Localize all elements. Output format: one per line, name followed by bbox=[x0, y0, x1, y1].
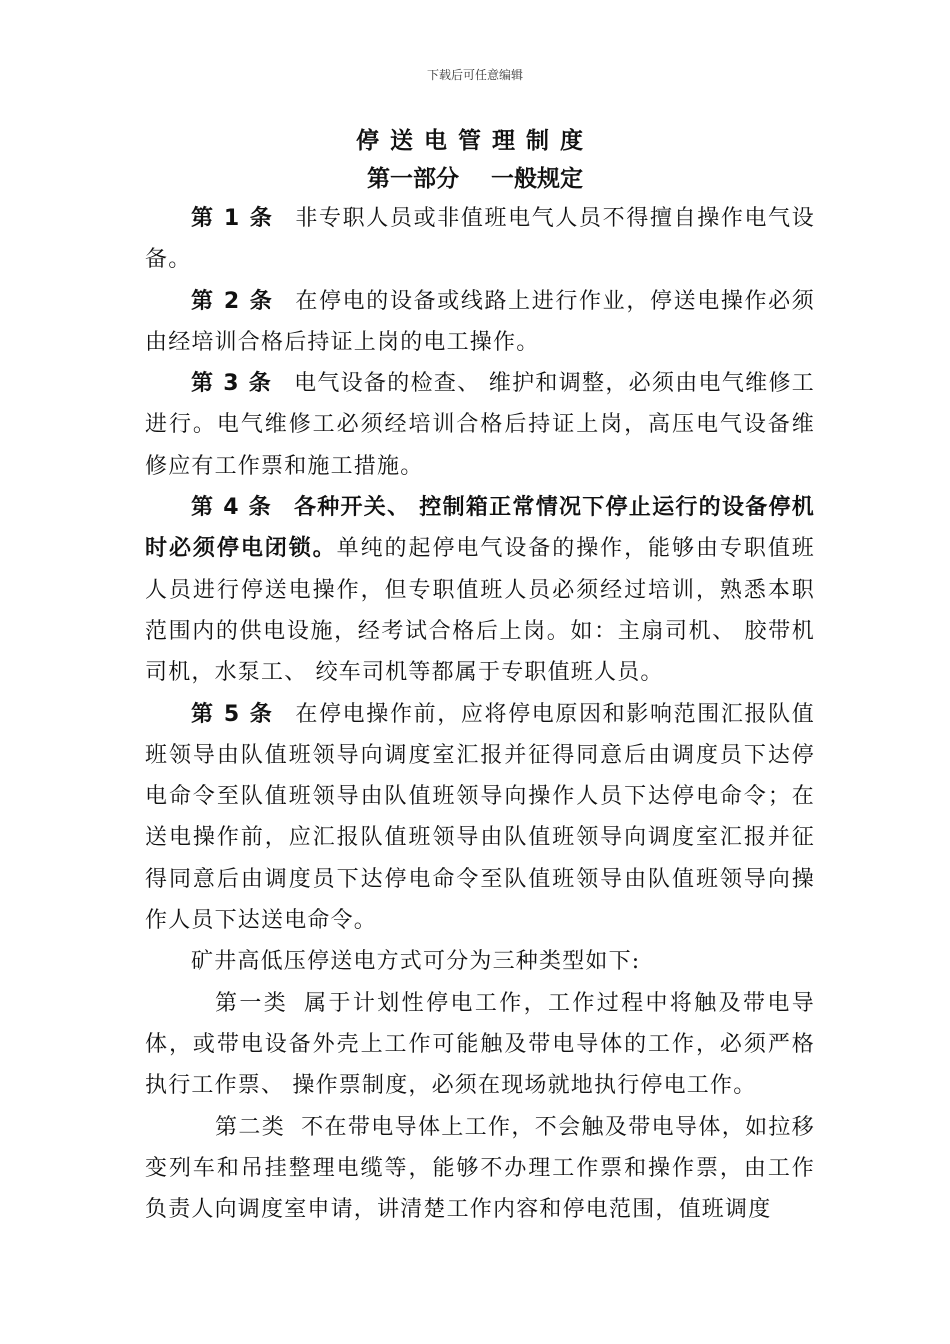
intro-paragraph: 矿井高低压停送电方式可分为三种类型如下: bbox=[191, 949, 641, 975]
article-label: 第 2 条 bbox=[191, 288, 274, 314]
category-label: 第二类 bbox=[215, 1114, 286, 1140]
category-label: 第一类 bbox=[215, 990, 289, 1016]
page-header: 下载后可任意编辑 bbox=[426, 68, 523, 82]
category-2 bbox=[145, 1107, 815, 1231]
article-text: 非专职人员或非值班电气人员不得擅自操作电气设备。 bbox=[145, 206, 815, 273]
article-text: 在停电操作前，应将停电原因和影响范围汇报队值班领导由队值班领导向调度室汇报并征得同意后由调度员下达停电命令至队值班领导由队值班领导向操作人员下达停电命令；在送电操作前，应汇报队值班领导由队值班领导向调度室汇报并征得同意后由调度员下达停电命令至队值班领导由队值班领导向操作人员下达送电命令。 bbox=[145, 701, 815, 934]
category-text: 不在带电导体上工作，不会触及带电导体，如拉移变列车和吊挂整理电缆等，能够不办理工作票和操作票，由工作负责人向调度室申请，讲清楚工作内容和停电范围，值班调度 bbox=[145, 1114, 815, 1223]
document-body bbox=[145, 198, 815, 1230]
category-1 bbox=[145, 983, 815, 1107]
article-text: 电气设备的检查、 维护和调整，必须由电气维修工进行。电气维修工必须经培训合格后持证上岗，高压电气设备维修应有工作票和施工措施。 bbox=[145, 371, 815, 479]
article-5 bbox=[145, 694, 815, 942]
article-label: 第 1 条 bbox=[191, 206, 274, 231]
article-label: 第 5 条 bbox=[191, 701, 274, 727]
article-label: 第 3 条 bbox=[191, 371, 273, 397]
article-text: 单纯的起停电气设备的操作，能够由专职值班人员进行停送电操作，但专职值班人员必须经过培训，熟悉本职范围内的供电设施，经考试合格后上岗。如：主扇司机、 胶带机司机，水泵工、 绞车司机等都属于专职值班人员。 bbox=[145, 536, 815, 686]
article-2 bbox=[145, 281, 815, 364]
document-title: 停送电管理制度 bbox=[356, 128, 594, 154]
article-label: 第 4 条 bbox=[191, 495, 272, 521]
article-1 bbox=[145, 198, 815, 281]
article-4 bbox=[145, 487, 815, 693]
article-text: 在停电的设备或线路上进行作业，停送电操作必须由经培训合格后持证上岗的电工操作。 bbox=[145, 288, 815, 355]
category-text: 属于计划性停电工作，工作过程中将触及带电导体，或带电设备外壳上工作可能触及带电导体的工作，必须严格执行工作票、 操作票制度，必须在现场就地执行停电工作。 bbox=[145, 990, 815, 1099]
section-heading: 第一部分 一般规定 bbox=[366, 166, 584, 192]
article-bold-text: 各种开关、 控制箱正常情况下停止运行的设备停机时必须停电闭锁。 bbox=[145, 495, 815, 562]
article-3 bbox=[145, 363, 815, 487]
